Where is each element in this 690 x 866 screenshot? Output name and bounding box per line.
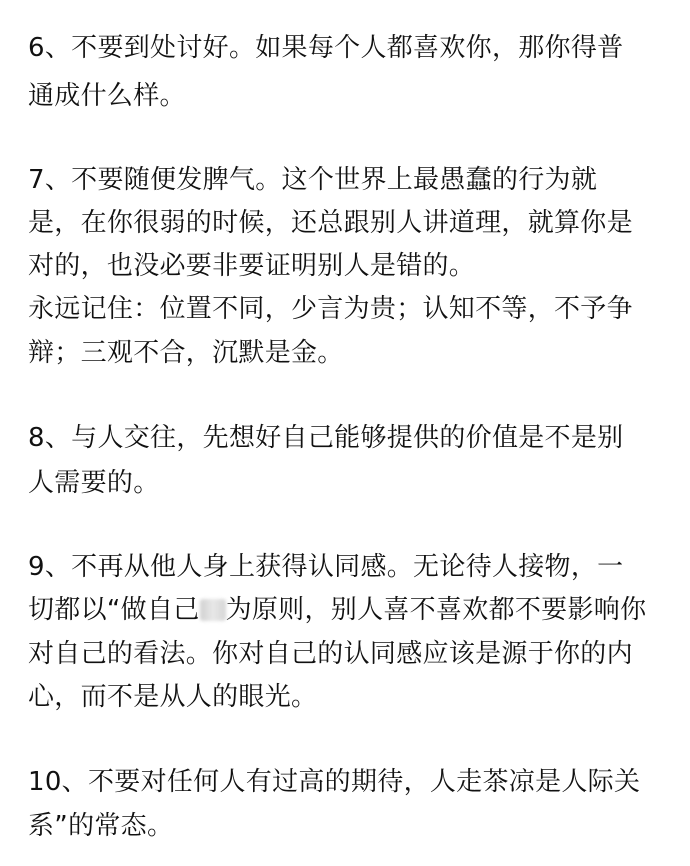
- paragraph-9-line-2-start: 切都以“做自己: [28, 595, 200, 625]
- paragraph-10-line-2: 系”的常态。: [28, 811, 174, 841]
- paragraph-7-line-2: 是，在你很弱的时候，还总跟别人讲道理，就算你是: [28, 208, 633, 238]
- paragraph-9-line-2-end: 为原则，别人喜不喜欢都不要影响你: [225, 595, 647, 625]
- paragraph-9-line-2: [28, 590, 646, 630]
- paragraph-9-line-4: 心，而不是从人的眼光。: [28, 682, 318, 712]
- paragraph-10-line-1: 10、不要对任何人有过高的期待，人走茶凉是人际关: [28, 767, 641, 797]
- paragraph-8-line-1: 8、与人交往，先想好自己能够提供的价值是不是别: [28, 423, 624, 453]
- paragraph-7-line-3: 对的，也没必要非要证明别人是错的。: [28, 251, 476, 281]
- paragraph-9-line-3: 对自己的看法。你对自己的认同感应该是源于你的内: [28, 639, 633, 669]
- paragraph-7-line-5: 辩；三观不合，沉默是金。: [28, 338, 344, 368]
- paragraph-6-line-2: 通成什么样。: [28, 81, 186, 111]
- paragraph-6-line-1: 6、不要到处讨好。如果每个人都喜欢你，那你得普: [28, 33, 624, 63]
- paragraph-8-line-2: 人需要的。: [28, 468, 160, 498]
- paragraph-7-line-1: 7、不要随便发脾气。这个世界上最愚蠢的行为就: [28, 165, 598, 195]
- paragraph-7-line-4: 永远记住：位置不同，少言为贵；认知不等，不予争: [28, 294, 633, 324]
- blurred-text-artifact: [200, 599, 226, 621]
- paragraph-9-line-1: 9、不再从他人身上获得认同感。无论待人接物，一: [28, 552, 624, 582]
